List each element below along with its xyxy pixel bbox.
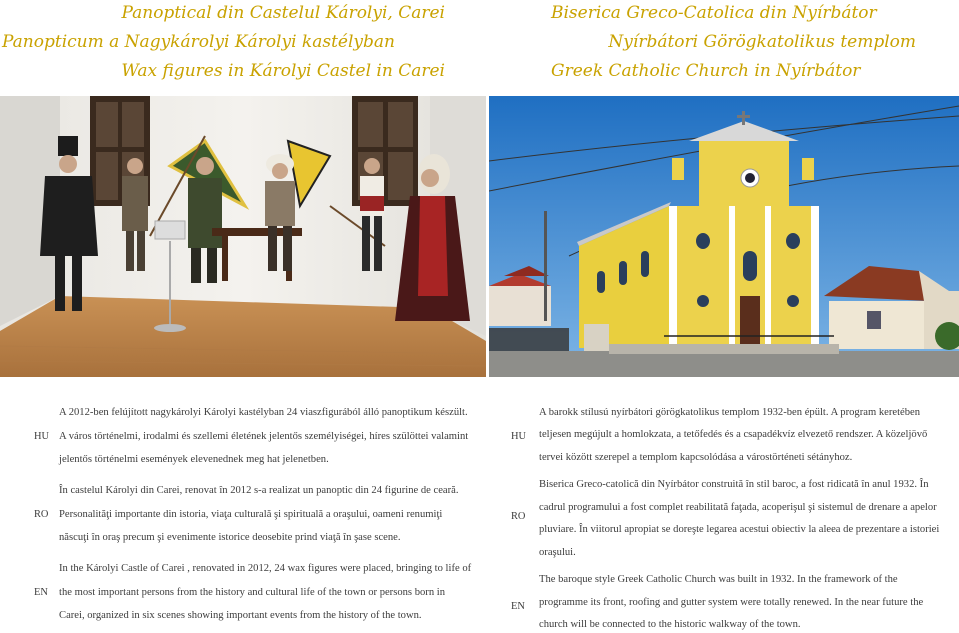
right-title-hu: Nyírbátori Görögkatolikus templom	[608, 32, 916, 52]
wax-figures-illustration	[0, 96, 486, 377]
left-hu-label: HU	[34, 431, 50, 442]
left-title-ro: Panoptical din Castelul Károlyi, Carei	[121, 3, 445, 23]
right-ro-label: RO	[511, 511, 526, 522]
left-en-line-2: the most important persons from the history and cultural life of the town or persons born in	[59, 587, 446, 598]
right-en-line-3: church will be connected to the historic walkway of the town.	[539, 619, 801, 630]
right-en-label: EN	[511, 601, 525, 612]
right-ro-line-4: oraşului.	[539, 547, 576, 558]
left-ro-line-3: născuţi în oraş precum şi evenimente istorice deosebite prind viaţă în şase scene.	[59, 532, 401, 543]
church-illustration	[489, 96, 959, 377]
left-ro-line-2: Personalităţi importante din istoria, viaţa culturală şi spirituală a oraşului, oameni renumiţi	[59, 509, 443, 520]
right-title-en: Greek Catholic Church in Nyírbátor	[551, 61, 861, 81]
right-hu-line-3: tervei között szerepel a templom kapcsolódása a várostörténeti sétányhoz.	[539, 452, 853, 463]
right-ro-line-2: cadrul programului a fost complet reabilitată faţada, acoperişul şi sistemul de drenare a apelor	[539, 502, 937, 513]
left-hu-line-2: A város történelmi, irodalmi és szellemi életének jelentős személyiségei, híres szülöttei valamint	[59, 431, 469, 442]
right-en-line-2: programme its front, roofing and gutter system were totally renewed. In the near future the	[539, 597, 924, 608]
left-title-hu: Panopticum a Nagykárolyi Károlyi kastélyban	[2, 32, 395, 52]
church-photo	[489, 96, 959, 377]
right-ro-line-1: Biserica Greco-catolică din Nyírbátor construită în stil baroc, a fost ridicată în anul 1932. În	[539, 479, 929, 490]
left-ro-label: RO	[34, 509, 49, 520]
left-ro-line-1: În castelul Károlyi din Carei, renovat în 2012 s-a realizat un panoptic din 24 figurine de ceară.	[59, 485, 459, 496]
right-hu-line-1: A barokk stílusú nyírbátori görögkatolikus templom 1932-ben épült. A program keretében	[539, 407, 921, 418]
left-hu-line-3: jelentős történelmi események elevenednek meg hat jelenetben.	[59, 454, 329, 465]
left-hu-line-1: A 2012-ben felújított nagykárolyi Károlyi kastélyban 24 viaszfigurából álló panoptikum készült.	[59, 407, 468, 418]
left-title-en: Wax figures in Károlyi Castel in Carei	[121, 61, 445, 81]
right-hu-label: HU	[511, 431, 527, 442]
left-en-line-3: Carei, organized in six scenes showing important events from the history of the town.	[59, 610, 422, 621]
right-en-line-1: The baroque style Greek Catholic Church was built in 1932. In the framework of the	[539, 574, 898, 585]
left-en-label: EN	[34, 587, 48, 598]
right-hu-line-2: teljesen megújult a homlokzata, a tetőfedés és a csapadékvíz elvezető rendszer. A közeljövő	[539, 429, 928, 440]
left-en-line-1: In the Károlyi Castle of Carei , renovated in 2012, 24 wax figures were placed, bringing to life of	[59, 563, 472, 574]
right-ro-line-3: pluviare. În viitorul apropiat se doreşte legarea acestui obiectiv la aleea de prezentare a istoriei	[539, 524, 940, 535]
right-title-ro: Biserica Greco-Catolica din Nyírbátor	[551, 3, 877, 23]
wax-figures-photo	[0, 96, 486, 377]
